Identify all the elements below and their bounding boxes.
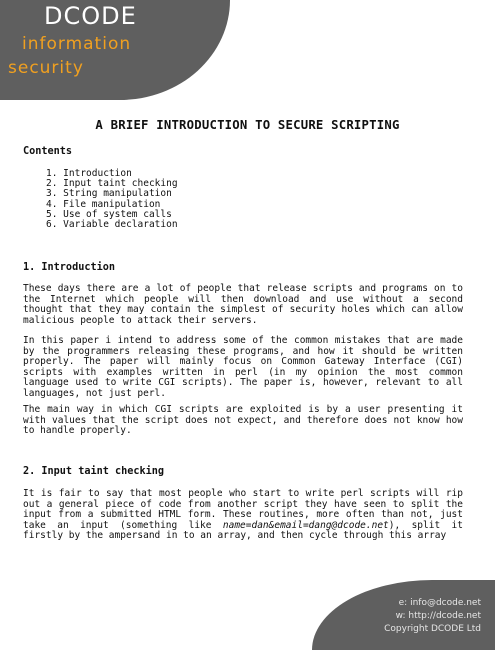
toc-item: 4. File manipulation [46, 198, 161, 210]
table-of-contents [46, 169, 178, 230]
footer-copyright: Copyright DCODE Ltd [384, 624, 481, 634]
toc-item: 6. Variable declaration [46, 219, 178, 231]
contents-heading: Contents [23, 146, 73, 157]
paragraph: These days there are a lot of people that release scripts and programs on to the Internet which people will then download and use without a second thought that they may contain the simplest of security holes which can allow malicious people to attack their servers. [23, 283, 463, 326]
toc-item: 5. Use of system calls [46, 208, 172, 220]
paragraph [23, 489, 463, 542]
section-heading-introduction: 1. Introduction [23, 262, 116, 273]
toc-item: 1. Introduction [46, 168, 132, 179]
footer-email: e: info@dcode.net [398, 598, 481, 608]
example-query-string: name=dan&email=dang@dcode.net [222, 519, 389, 531]
paragraph-text: It is fair to say that most people who start to write perl scripts will rip out a general piece of code from another script they have seen to split the input from a submitted HTML form. These routines, more often than not, just take an input (something like [23, 488, 463, 531]
footer-website: w: http://dcode.net [395, 611, 481, 621]
paragraph: The main way in which CGI scripts are exploited is by a user presenting it with values that the script does not expect, and therefore does not know how to handle properly. [23, 404, 463, 436]
brand-tagline-1: information [22, 34, 132, 54]
toc-item: 3. String manipulation [46, 188, 172, 200]
paragraph-text: ), split it firstly by the ampersand in to an array, and then cycle through this array [23, 519, 463, 541]
paragraph: In this paper i intend to address some of the common mistakes that are made by the programmers releasing these programs, and how it should be written properly. The paper will mainly focus on Common Gateway Interface (CGI) scripts with examples written in perl (in my opinion the most common language used to write CGI scripts). The paper is, however, relevant to all languages, not just perl. [23, 335, 463, 399]
brand-tagline-2: security [8, 58, 84, 78]
document-title: A BRIEF INTRODUCTION TO SECURE SCRIPTING [95, 118, 400, 132]
brand-logo [0, 0, 230, 100]
toc-item: 2. Input taint checking [46, 178, 178, 190]
brand-name: DCODE [44, 2, 137, 30]
section-heading-input-taint: 2. Input taint checking [23, 466, 165, 477]
